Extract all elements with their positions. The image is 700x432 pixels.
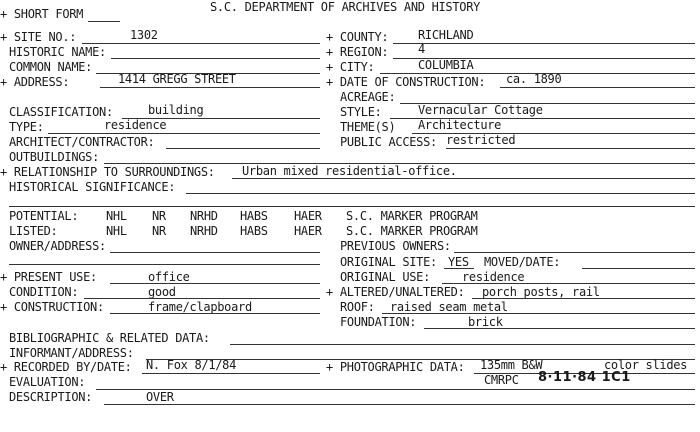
public-access-value: restricted [446, 133, 516, 147]
short-form-line [88, 21, 120, 22]
city-value: COLUMBIA [418, 58, 474, 72]
previous-owners-line [454, 252, 695, 253]
owner-address-label: OWNER/ADDRESS: [9, 239, 106, 253]
evaluation-label: EVALUATION: [9, 375, 86, 389]
recorded-value: N. Fox 8/1/84 [146, 358, 237, 372]
city-label: + CITY: [326, 60, 375, 74]
potential-option-nr: NR [152, 209, 166, 223]
historic-name-line [111, 58, 320, 59]
style-value: Vernacular Cottage [418, 103, 543, 117]
department-title: S.C. DEPARTMENT OF ARCHIVES AND HISTORY [210, 0, 481, 14]
present-use-value: office [148, 270, 190, 284]
potential-marker: S.C. MARKER PROGRAM [346, 209, 478, 223]
present-use-line [110, 283, 320, 284]
region-label: + REGION: [326, 45, 389, 59]
style-label: STYLE: [340, 105, 382, 119]
potential-option-haer: HAER [294, 209, 322, 223]
roof-label: ROOF: [340, 300, 375, 314]
altered-line [472, 298, 695, 299]
roof-line [382, 313, 695, 314]
altered-label: + ALTERED/UNALTERED: [326, 285, 465, 299]
condition-label: CONDITION: [9, 285, 79, 299]
construction-line [110, 313, 320, 314]
moved-date-label: MOVED/DATE: [484, 255, 561, 269]
county-line [393, 43, 695, 44]
type-value: residence [104, 118, 167, 132]
photographic-label: + PHOTOGRAPHIC DATA: [326, 360, 465, 374]
original-use-label: ORIGINAL USE: [340, 270, 431, 284]
public-access-label: PUBLIC ACCESS: [340, 135, 437, 149]
address-line [100, 87, 320, 88]
listed-option-nhl: NHL [106, 224, 127, 238]
acreage-label: ACREAGE: [340, 90, 396, 104]
date-construction-value: ca. 1890 [506, 72, 562, 86]
original-use-value: residence [462, 270, 525, 284]
listed-option-nr: NR [152, 224, 166, 238]
listed-marker: S.C. MARKER PROGRAM [346, 224, 478, 238]
short-form-label: + SHORT FORM [0, 7, 84, 21]
address-value: 1414 GREGG STREET [118, 72, 236, 86]
significance-line-2 [9, 206, 695, 207]
original-site-label: ORIGINAL SITE: [340, 255, 437, 269]
historical-significance-line [186, 193, 695, 194]
outbuildings-label: OUTBUILDINGS: [9, 150, 100, 164]
historical-significance-label: HISTORICAL SIGNIFICANCE: [9, 180, 176, 194]
photographic-value: 135mm B&W [480, 358, 543, 372]
public-access-line [446, 148, 695, 149]
previous-owners-label: PREVIOUS OWNERS: [340, 239, 451, 253]
present-use-label: + PRESENT USE: [0, 270, 97, 284]
photographic-value-2: color slides [604, 358, 688, 372]
potential-option-nrhd: NRHD [190, 209, 218, 223]
county-value: RICHLAND [418, 28, 474, 42]
site-no-line [82, 43, 320, 44]
historic-name-label: HISTORIC NAME: [9, 45, 106, 59]
moved-date-line [582, 268, 695, 269]
listed-option-nrhd: NRHD [190, 224, 218, 238]
date-construction-line [500, 87, 695, 88]
classification-label: CLASSIFICATION: [9, 105, 113, 119]
condition-value: good [148, 285, 176, 299]
listed-label: LISTED: [9, 224, 58, 238]
type-line [48, 133, 320, 134]
foundation-value: brick [468, 315, 503, 329]
listed-option-habs: HABS [240, 224, 268, 238]
photographic-agency: CMRPC [484, 373, 519, 387]
original-site-value: YES [448, 255, 469, 269]
recorded-line [142, 373, 320, 374]
description-value: OVER [146, 390, 174, 404]
type-label: TYPE: [9, 120, 44, 134]
owner-address-line-2 [9, 264, 320, 265]
listed-option-haer: HAER [294, 224, 322, 238]
foundation-label: FOUNDATION: [340, 315, 417, 329]
owner-address-line [110, 252, 320, 253]
altered-value: porch posts, rail [482, 285, 600, 299]
roof-value: raised seam metal [390, 300, 508, 314]
construction-value: frame/clapboard [148, 300, 252, 314]
architect-label: ARCHITECT/CONTRACTOR: [9, 135, 155, 149]
original-site-line [444, 268, 474, 269]
recorded-label: + RECORDED BY/DATE: [0, 360, 132, 374]
condition-line [84, 298, 320, 299]
description-label: DESCRIPTION: [9, 390, 93, 404]
photographic-handwritten-date: 8·11·84 1C1 [538, 370, 631, 385]
bibliographic-line [230, 344, 695, 345]
common-name-label: COMMON NAME: [9, 60, 93, 74]
theme-label: THEME(S) [340, 120, 396, 134]
construction-label: + CONSTRUCTION: [0, 300, 104, 314]
potential-label: POTENTIAL: [9, 209, 79, 223]
address-label: + ADDRESS: [0, 75, 70, 89]
original-use-line [442, 283, 695, 284]
relationship-label: + RELATIONSHIP TO SURROUNDINGS: [0, 165, 215, 179]
theme-value: Architecture [418, 118, 502, 132]
date-construction-label: + DATE OF CONSTRUCTION: [326, 75, 486, 89]
informant-label: INFORMANT/ADDRESS: [9, 346, 134, 360]
foundation-line [424, 328, 695, 329]
bibliographic-label: BIBLIOGRAPHIC & RELATED DATA: [9, 331, 210, 345]
description-line [104, 404, 695, 405]
site-no-label: + SITE NO.: [0, 30, 77, 44]
evaluation-line [96, 389, 695, 390]
potential-option-habs: HABS [240, 209, 268, 223]
relationship-value: Urban mixed residential-office. [242, 164, 457, 178]
county-label: + COUNTY: [326, 30, 389, 44]
architect-line [166, 148, 320, 149]
classification-value: building [148, 103, 204, 117]
potential-option-nhl: NHL [106, 209, 127, 223]
relationship-line [232, 178, 695, 179]
site-no-value: 1302 [130, 28, 158, 42]
region-value: 4 [418, 42, 425, 56]
